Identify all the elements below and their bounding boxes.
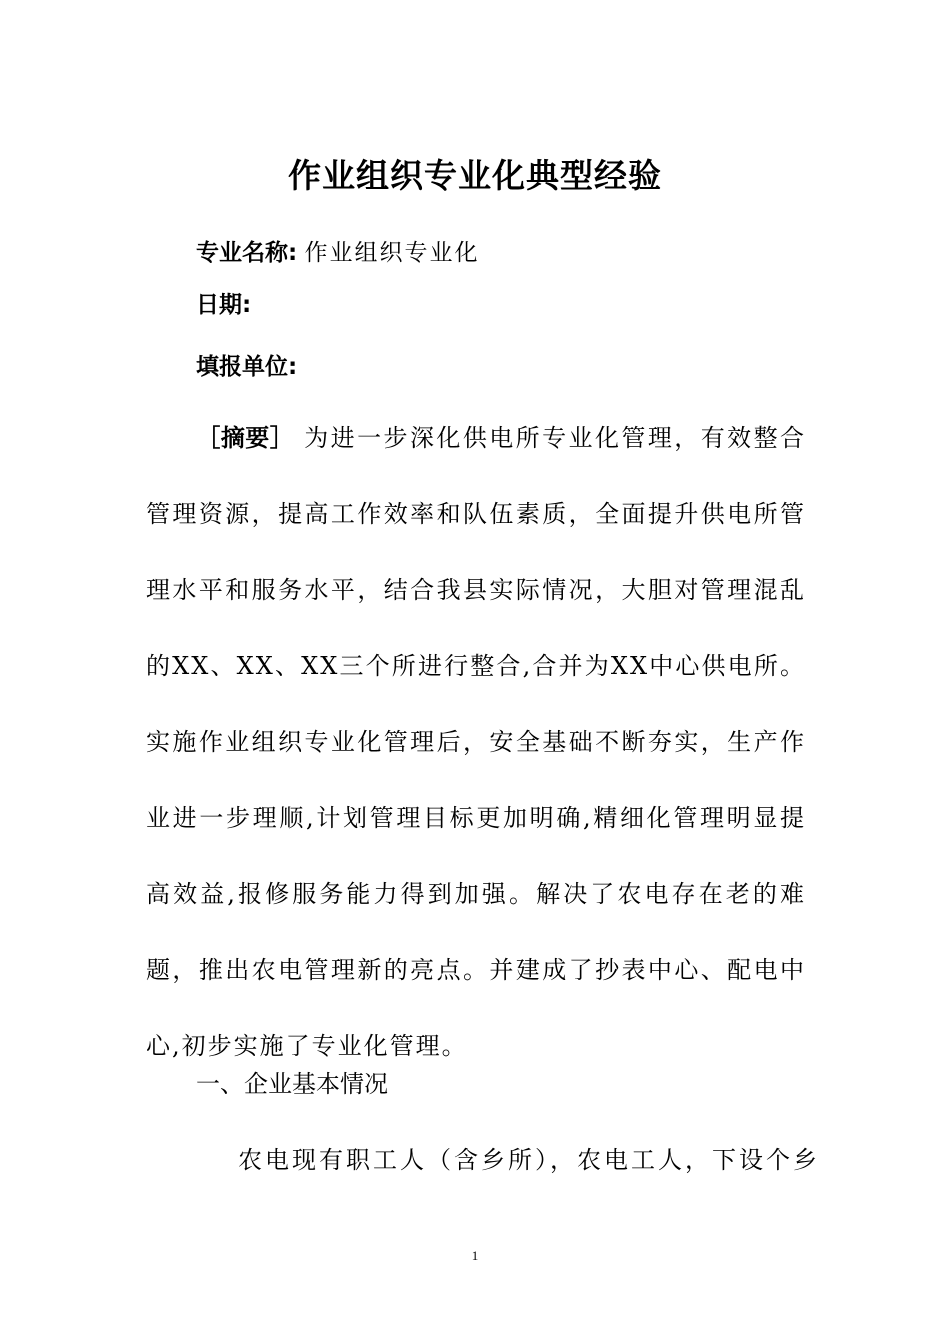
page-number: 1 <box>471 1248 479 1263</box>
section-heading: 一、企业基本情况 <box>196 1070 388 1098</box>
document-title: 作业组织专业化典型经验 <box>288 156 662 195</box>
abstract-paragraph <box>146 400 806 1084</box>
abstract-tag: ［摘要］ <box>196 424 295 452</box>
major-value: 作业组织专业化 <box>304 240 480 266</box>
major-row <box>196 234 480 267</box>
date-label: 日期: <box>196 292 252 318</box>
major-label: 专业名称: <box>196 240 298 266</box>
section-paragraph: 农电现有职工人（含乡所），农电工人，下设个乡 <box>238 1146 820 1174</box>
abstract-text: 为进一步深化供电所专业化管理，有效整合管理资源，提高工作效率和队伍素质，全面提升供电所管理水平和服务水平，结合我县实际情况，大胆对管理混乱的XX、XX、XX三个所进行整合,合并为XX中心供电所。实施作业组织专业化管理后，安全基础不断夯实，生产作业进一步理顺,计划管理目标更加明确,精细化管理明显提高效益,报修服务能力得到加强。解决了农电存在老的难题，推出农电管理新的亮点。并建成了抄表中心、配电中心,初步实施了专业化管理。 <box>146 424 807 1060</box>
date-row <box>196 286 251 319</box>
unit-row <box>196 348 297 381</box>
unit-label: 填报单位: <box>196 354 298 380</box>
